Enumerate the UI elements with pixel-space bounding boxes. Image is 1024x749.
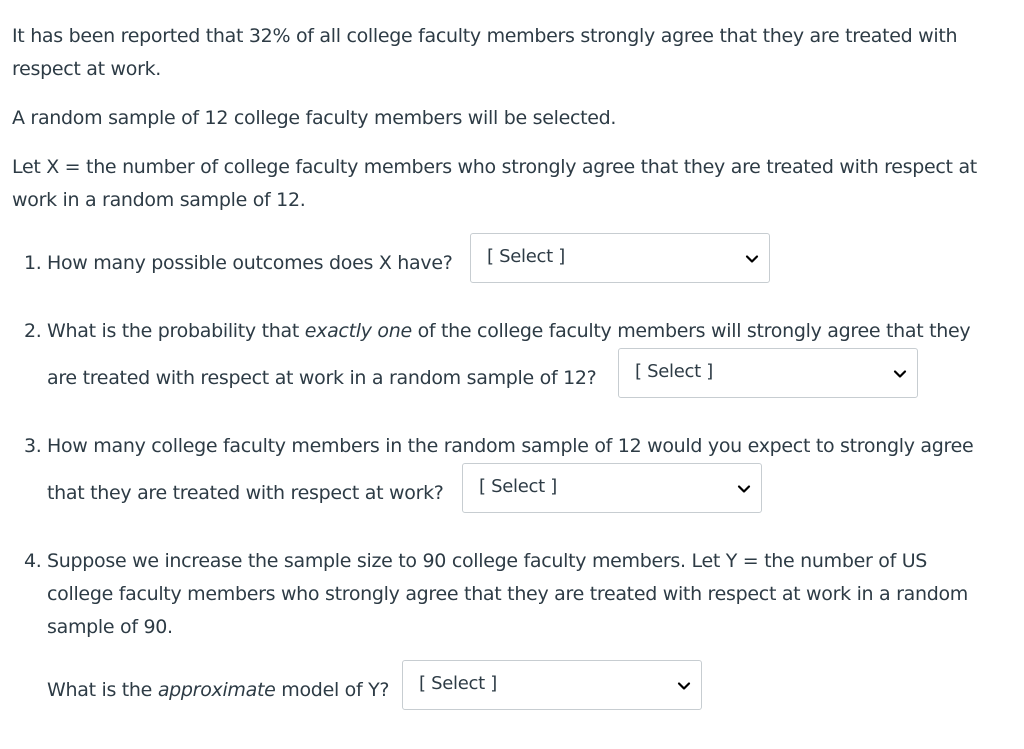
intro-paragraph-2: A random sample of 12 college faculty members will be selected. [12, 107, 617, 129]
question-2-select-value: [ Select ] [635, 361, 714, 382]
question-2-text-post: of the college faculty members will strongly agree that they [411, 320, 971, 342]
question-4-select-value: [ Select ] [419, 673, 498, 694]
question-3-number: 3. [24, 435, 42, 457]
question-4-text-line-1: Suppose we increase the sample size to 90 college faculty members. Let Y = the number of US [47, 550, 928, 572]
question-4-sub-post: model of Y? [275, 679, 390, 701]
question-3-text-line-1: How many college faculty members in the random sample of 12 would you expect to strongly agree [47, 435, 974, 457]
chevron-down-icon [677, 679, 691, 693]
question-2-select[interactable] [618, 348, 918, 398]
question-3-select[interactable] [462, 463, 762, 513]
question-4-sub-pre: What is the [47, 679, 158, 701]
question-4-number: 4. [24, 550, 42, 572]
intro-paragraph-3: Let X = the number of college faculty members who strongly agree that they are treated with respect at work in a random sample of 12. [12, 156, 977, 211]
question-2-text-line-1 [47, 315, 970, 348]
chevron-down-icon [893, 367, 907, 381]
question-1-number: 1. [24, 252, 42, 274]
question-4-select[interactable] [402, 660, 702, 710]
question-1-select[interactable] [470, 233, 770, 283]
question-2-text-emphasis: exactly one [304, 320, 412, 342]
question-3-text-line-2: that they are treated with respect at work? [47, 482, 444, 504]
question-3-select-value: [ Select ] [479, 476, 558, 497]
question-1-text: How many possible outcomes does X have? [47, 252, 453, 274]
question-4-text-line-3: sample of 90. [47, 616, 173, 638]
chevron-down-icon [745, 252, 759, 266]
question-4-sub-emphasis: approximate [157, 679, 276, 701]
question-4-text-line-2: college faculty members who strongly agree that they are treated with respect at work in a random [47, 583, 969, 605]
question-2-number: 2. [24, 320, 42, 342]
intro-paragraph-1: It has been reported that 32% of all college faculty members strongly agree that they are treated with respect at work. [12, 25, 958, 80]
question-1-select-value: [ Select ] [487, 246, 566, 267]
chevron-down-icon [737, 482, 751, 496]
question-2-text-line-2: are treated with respect at work in a random sample of 12? [47, 367, 597, 389]
question-2-text-pre: What is the probability that [47, 320, 305, 342]
question-4-subquestion [47, 674, 389, 707]
